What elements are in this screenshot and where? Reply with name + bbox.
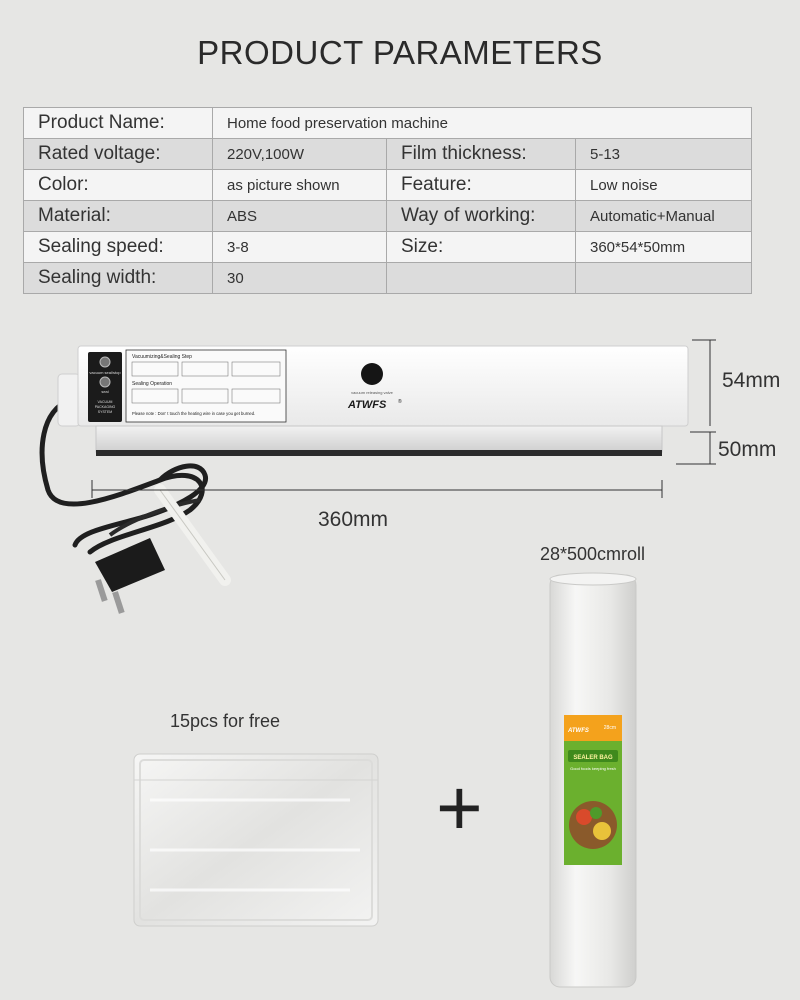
sealer-roll (538, 565, 648, 995)
param-label: Sealing width: (24, 263, 213, 294)
param-value: 30 (213, 263, 387, 294)
roll-banner: SEALER BAG (573, 755, 613, 761)
param-label: Material: (24, 201, 213, 232)
panel-label: vacuum seal/stop (89, 370, 121, 375)
param-value: 360*54*50mm (576, 232, 752, 263)
param-value: Automatic+Manual (576, 201, 752, 232)
param-label: Feature: (387, 170, 576, 201)
table-row (24, 170, 752, 201)
param-label: Film thickness: (387, 139, 576, 170)
param-value: 5-13 (576, 139, 752, 170)
length-label: 360mm (318, 508, 389, 531)
warning-text: Please note : Don' t touch the heating wire in case you get burned. (132, 411, 256, 416)
release-valve-button (361, 363, 383, 385)
param-label: Rated voltage: (24, 139, 213, 170)
seal-button (100, 377, 110, 387)
roll-brand: ATWFS (568, 728, 589, 734)
table-row (24, 201, 752, 232)
panel-text: VACUUM (97, 400, 113, 404)
param-label: Size: (387, 232, 576, 263)
brand-mark: ® (398, 399, 402, 405)
vacuum-bags-stack (110, 740, 400, 940)
panel-text: SYSTEM (97, 410, 113, 414)
release-valve-caption: vacuum releasing valve (351, 390, 393, 395)
param-label: Sealing speed: (24, 232, 213, 263)
param-value: as picture shown (213, 170, 387, 201)
plus-sign: + (436, 763, 483, 852)
panel-label: seal (101, 389, 109, 394)
instruction-title: Sealing Operation (132, 381, 173, 387)
param-value: Home food preservation machine (213, 108, 752, 139)
bags-label: 15pcs for free (170, 711, 281, 731)
empty-cell (576, 263, 752, 294)
roll-subtitle: Good foods keeping fresh (570, 766, 616, 771)
param-value: 3-8 (213, 232, 387, 263)
table-row (24, 108, 752, 139)
param-value: Low noise (576, 170, 752, 201)
height-top-label: 54mm (722, 369, 781, 392)
table-row (24, 139, 752, 170)
parameters-table (23, 107, 752, 294)
panel-text: PACKAGING (94, 405, 116, 409)
eu-plug (95, 538, 165, 614)
vacuum-sealer-illustration (0, 330, 800, 620)
param-value: 220V,100W (213, 139, 387, 170)
param-label: Way of working: (387, 201, 576, 232)
roll-label: 28*500cmroll (540, 544, 646, 564)
height-bottom-label: 50mm (718, 438, 777, 461)
table-row (24, 263, 752, 294)
page-title: PRODUCT PARAMETERS (197, 34, 603, 71)
vacuum-seal-button (100, 357, 110, 367)
param-label: Product Name: (24, 108, 213, 139)
table-row (24, 232, 752, 263)
param-label: Color: (24, 170, 213, 201)
param-value: ABS (213, 201, 387, 232)
empty-cell (387, 263, 576, 294)
roll-size: 28cm (603, 725, 616, 731)
instruction-sticker (126, 350, 286, 422)
brand-logo: ATWFS (348, 399, 387, 411)
instruction-title: Vacuumizing&Sealing Step (132, 354, 192, 360)
